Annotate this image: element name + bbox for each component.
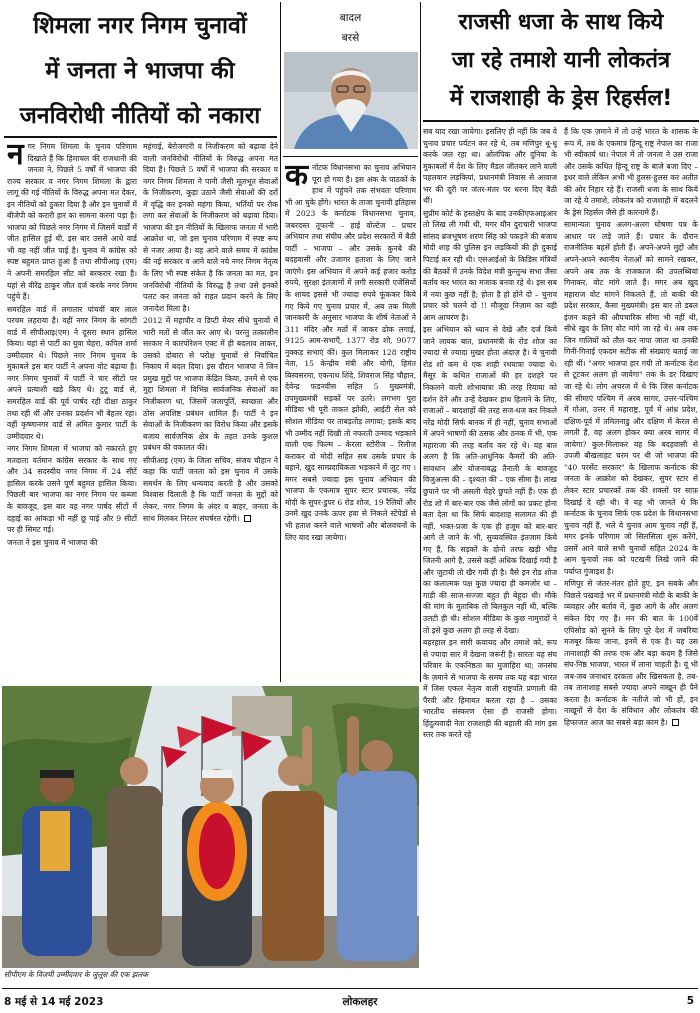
paragraph: मणिपुर से जंतर-मंतर होते हुए, इन सबके और पिछले पखवाड़े भर में प्रधानमंत्री मोदी के बाकी के व्यवहार और बर्ताव में, कुछ आगे के और अलग संकेत दिए गए हैं। मन की बात के 100वें एपिसोड को सुनने के लिए पूरे देश में जबरिया मजबूर किया जाना, इनमें से एक है। यह उस तानाशाही की तरफ एक और बड़ा कदम है जिसे संघ-निष्ठ भाजपा, भारत में लाना चाहती है। यूं भी जब-जब जनाधार दरकता और खिसकता है, तब-तब तानाशाह सबसे ज्यादा अपने नाखून ही पैने करता है। कर्नाटक के नतीजे जो भी हों, इन नाखूनों से देश के संविधान और लोकतंत्र की हिफाजत आज का सबसे बड़ा काम है। [564, 579, 698, 727]
paragraph: जनता ने इस चुनाव में भाजपा की [7, 537, 98, 547]
paragraph: महंगाई, बेरोजगारी व निजीकरण को बढ़ावा देने वाली जनविरोधी नीतियों के विरुद्ध अपना मत दिया है। पिछले 5 वर्षों में भाजपा की सरकार व नगर निगम शिमला ने पानी जैसी मूलभूत सेवाओं के निजीकरण, कूड़ा उठाने जैसी सेवाओं की दरों में वृद्धि कर इनको महंगा किया, भर्तियों पर रोक लगा कर सेवाओं के निजीकरण को बढ़ावा दिया। भाजपा की इन नीतियों के खिलाफ जनता में भारी आक्रोश था, जो इस चुनाव परिणाम में स्पष्ट रूप से नजर आया है। यह आने वाले समय में कांग्रेस की नई सरकार व आने वाले नये नगर निगम नेतृत्व के लिए भी स्पष्ट संकेत है कि जनता का मत, इन जनविरोधी नीतियों के विरुद्ध है तथा उसे इनको पलट कर जनता को राहत प्रदान करने के लिए जनादेश मिला है। [143, 142, 278, 313]
footer-paper-name: लोकलहर [342, 996, 378, 1008]
article1-dropcap: न [7, 141, 24, 172]
paragraph: समरहिल वार्ड में लगातार पांचवीं बार लाल परचम लहराया है। वहीं नगर निगम के सांगटी वार्ड में सीपीआइ(एम) ने दूसरा स्थान हासिल किया। यहां से पार्टी का युवा चेहरा, कपिल शर्मा उम्मीदवार थे। पिछले नगर निगम चुनाव के मुकाबले इस बार पार्टी ने अपना वोट बढ़ाया है। नगर निगम चुनावों में पार्टी ने चार सीटों पर अपने प्रत्याशी खड़े किए थे। टुटू वार्ड से, समरहिल वार्ड की पूर्व पार्षद रही दीक्षा ठाकुर तथा रही थीं और उनका प्रदर्शन भी बेहतर रहा। वहीं कृष्णानगर वार्ड से अमित कुमार पार्टी के उम्मीदवार थे। [7, 304, 137, 441]
paragraph: र्नाटक विधानसभा का चुनाव अभियान पूरा हो गया है। इस अंक के पाठकों के हाथ में पहुंचने तक संभवतः परिणाम भी आ चुके होंगे। भारत के ताजा चुनावी इतिहास में 2023 के कर्नाटक विधानसभा चुनाव, जबरदस्त तूफानी – हाई वोल्टेज – प्रचार अभियान तथा संघीय और प्रदेश सरकारों में बैठी पार्टी – भाजपा – और उसके कुनबे की बदहवासी और उजागर हताशा के लिए जाने जाएंगे। इस अभियान में अपने कई हजार करोड़ रुपये, सुरक्षा इंतजामों में लगी सरकारी एजेंसियों के शायद इससे भी ज्यादा रुपये फूंककर किये गए किये गए चुनाव प्रचार में, अब तक मिली जानकारी के अनुसार भाजपा के शीर्ष नेताओं ने 311 मंदिर और मठों में जाकर ढोक लगाई, 9125 आम-सभाएँ, 1377 रोड शो, 9077 नुक्कड़ सभाएं कीं। कुल मिलाकर 128 राष्ट्रीय नेता, 15 केन्द्रीय मंत्री और योगी, हिमंत बिस्वसरमा, एकनाथ शिंदे, शिवराज सिंह चौहान, देवेन्द्र फडनवीस सहित 5 मुख्यमंत्री, उपमुख्यमंत्री सड़कों पर उतरे। लगभग पूरा मीडिया भी पूरी ताकत झोंकी, आईटी सेल को सोशल मीडिया पर ताबड़तोड़ लगाया; इसके बाद भी उम्मीद नहीं दिखी तो नफरती उन्माद भड़काने वाली एक फिल्म – केरला स्टोरीज – रिलीज कराकर वो मोदी सहित सब उसके प्रचार के बहाने, खुद साम्प्रदायिकता भड़काने में जुट गए । मगर सबसे ज्यादा इस चुनाव अभियान की भाजपा के एकमात्र सुपर स्टार प्रचारक, नरेंद्र मोदी के सुपर-डुपर 6 रोड शोज, 19 रैलियों और उनमें खुद उनके ऊपर हवा से निकले स्टेंपेडों से भी हताश करने वाले भाषणों और बोलवचनों के लिए याद रखा जायेगा। [285, 163, 416, 542]
end-mark [244, 515, 251, 522]
article3-headline-line: जा रहे तमाशे यानी लोकतंत्र [451, 48, 671, 73]
paragraph: इस अभियान को ध्यान से देखे और दर्ज किये जाने लायक बात, प्रधानमंत्री के रोड शोज का ज्यादा से ज्यादा मुखर होता अंदाज़ है। ये चुनावी रोड शो कम थे एक शाही रथयात्रा ज्यादा थे। मैसूर के कथित राजाओं की हर दशहरे पर निकलने वाली शोभायात्रा की तरह रियाया को दर्शन देने और उन्हें देखकर हाथ हिलाने के लिए, राजाओं – बादशाहों की तरह सज-धज कर निकले नरेंद्र मोदी सिर्फ बानक में ही नहीं, चुनाव सभाओं में अपने भाषणों की ठसक और ठनक में भी, एक महाराजा की तरह बर्ताव कर रहे थे। यह बात अलग है कि अति-आधुनिक कैमरों की अति-सावधान और योजनाबद्ध तैनाती के बावजूद विजुअल्स की – दृश्यता की – एक सीमा है। लाख छुपाने पर भी असली चेहरे छुपते नहीं हैं। एक ही रोड शो में बार-बार एक जैसे लोगों का प्रकट होना बता देता था कि सिर्फ बादशाह सलामत की ही नहीं, भक्त-प्रजा के एक ही हजूम को बार-बार आगे ले जाने के भी, सुव्यवस्थित इंतजाम किये गए हैं, कि सड़कों के दोनों तरफ खड़ी भीड़ जितनी आगे है, उससे कहीं अधिक दिखाई गयी है और जुटायी तो खैर गयी ही है। वैसे इन रोड शोज का कलात्मक पक्ष कुछ ज्यादा ही कमजोर था – गाड़ी की साज-सज्जा बहुत ही बेहूदा थी। मौके की मांग के मुताबिक तो बिलकुल नहीं थी, बल्कि उलटी ही थी। सोशल मीडिया के कुछ नामुरादों ने तो इसे कुछ अलग ही तरह से देखा। [423, 325, 557, 635]
article2-dropcap: क [285, 162, 309, 193]
column-divider [420, 2, 421, 682]
article2-column [285, 162, 416, 682]
footer-date: 8 मई से 14 मई 2023 [4, 996, 104, 1008]
author-byline [283, 8, 418, 48]
article3-column-2 [564, 126, 698, 986]
photo-caption: सीपीएम के विजयी उम्मीदवार के जुलूस की एक झलक [4, 970, 149, 979]
end-mark [672, 719, 679, 726]
paragraph: गर निगम शिमला के चुनाव परिणाम दिखाते हैं कि हिमाचल की राजधानी की जनता ने, पिछले 5 वर्षों में भाजपा की राज्य सरकार व नगर निगम शिमला के द्वारा लागू की गई नीतियों के विरुद्ध अपना मत देकर, इन नीतियों को ठुकरा दिया है और इन चुनावों में बीजेपी को करारी हार का सामना करना पड़ा है। भाजपा को पिछले नगर निगम में जिसमें वार्डों में जीत हासिल हुई थी, इस बार उससे आधे वार्ड भी वह नहीं जीत पाई है। चुनाव में कांग्रेस को स्पष्ट बहुमत प्राप्त हुआ है तथा सीपीआइ (एम) ने अपनी समरहिल सीट को बरकरार रखा है। यहां से वीरेंद्र ठाकुर जीत दर्ज करके नगर निगम पहुंचे हैं। [7, 142, 137, 302]
paragraph: 2012 में महापौर व डिप्टी मेयर सीधे चुनावों में भारी मतों से जीत कर आए थे। परन्तु तत्कालीन सरकार ने कारपोरेशन एक्ट में ही बदलाव लाकर, उसको दोबारा से परोक्ष चुनावों से निर्वाचित निकाय में बदल दिया। इस दौरान भाजपा ने जिन प्रमुख मुद्दों पर भाजपा केंद्रित किया, उनमें से एक मुद्दा शिमला में विभिन्न सार्वजनिक सेवाओं का निजीकरण था, जिसमें जलापूर्ति, स्वच्छता और ठोस अपशिष्ट प्रबंधन शामिल हैं। पार्टी ने इन सेवाओं के निजीकरण का विरोध किया और इसके बजाय सार्वजनिक क्षेत्र के तहत उनके कुशल प्रबंधन की वकालत की। [143, 316, 278, 453]
paragraph: सामान्यतः चुनाव अलग-अलग घोषणा पत्र के आधार पर लड़े जाते हैं। प्रचार के दौरान राजनीतिक बहसें होती हैं। अपने-अपने मुद्दों और अपने-अपने स्थानीय नेताओं को सामने रखकर, अपने अब तक के राजकाज की उपलब्धियां गिनाकर, वोट मांगे जाते हैं। मगर अब खुद महाराज वोट मांगने निकलते हैं, तो बाकी की प्रदेश सरकार, कैसा मुख्यमंत्री। इस बार तो डबल इंजन कहने की औपचारिक सीमा भी नहीं थी, सीधे खुद के लिए वोट मांगे जा रहे थे। अब तक जिन गालियों को तौल कर नापा जाता था उनकी गिनी-गिनाई एकदम सटीक सी संख्याएं बताई जा रही थीं। "अगर भाजपा हार गयी तो कर्नाटक देश से टूटकर अलग हो जायेगा" तक के डर दिखाए जा रहे थे। लोग अचरज में थे कि जिस कर्नाटक की सीमाएं पश्चिम में अरब सागर, उत्तर-पश्चिम में गोआ, उत्तर में महाराष्ट्र, पूर्व में आंध्र प्रदेश, दक्षिण-पूर्व में तमिलनाडु और दक्षिण में केरल से लगती हैं, वह अलग होकर क्या अरब सागर में जायेगा? कुल-मिलाकर यह कि बदहवासी से उपजी बौखलाहट चरम पर थी जो भाजपा की "40 परसेंट सरकार" के खिलाफ कर्नाटक की जनता के आक्रोश को देखकर, सुपर स्टार से लेकर स्टार प्रचारकों तक की शक्लों पर साफ़ दिखाई दे रही थी। वे यह भी जानते थे कि कर्नाटक के चुनाव सिर्फ एक प्रदेश के विधानसभा चुनाव नहीं हैं, भले ये चुनाव आम चुनाव नहीं हैं, मगर इनके परिणाम जो सिलसिला शुरू करेंगे, उसमें आने वाले सभी चुनावों सहित 2024 के आम चुनावों तक को पटखनी लिखे जाने की पर्याप्त गुंजाइश है। [564, 220, 698, 576]
article1-headline-line: में जनता ने भाजपा की [45, 58, 235, 84]
author-photo [284, 52, 418, 149]
article1-column-2 [143, 141, 278, 681]
paragraph: बहरहाल इन सारी कवायद और तमाशे को, रूप से ज्यादा सार में देखना जरूरी है। सारतः यह संघ परिवार के एकनिष्ठता का मुजाहिरा था; जनसंघ के ज़माने से भाजपा के समय तक यह बड़ा भारत में जिस एकल नेतृत्व वाली राष्ट्रपति प्रणाली की पैरवी और हिमायत करता रहा है – उसका भारतीय संस्करण ऐसा ही राजसी होगा। हिंदुत्ववादी नेता राजशाही की बहाली की मांग इस स्तर तक करते रहे [423, 638, 557, 740]
footer-page-number: 5 [686, 995, 694, 1007]
paragraph: नगर निगम शिमला में भाजपा को नकारते हुए मतदाता वर्तमान कांग्रेस सरकार के साथ गए और 34 सदस्यीय नगर निगम में 24 सीटें हासिल करके उसने पूर्ण बहुमत हासिल किया। पिछली बार भाजपा का नगर निगम पर कब्जा के बावजूद, इस बार वह नगर पार्षद सीटों में दहाई का आंकड़ा भी नहीं छू पाई और 9 सीटों पर ही सिमट गई। [7, 444, 137, 535]
article1-column-1 [7, 141, 137, 681]
article1-headline [4, 4, 276, 139]
article3-column-1 [423, 126, 557, 986]
author-portrait-image [284, 52, 418, 149]
article3-headline-line: में राजशाही के ड्रेस रिहर्सल! [449, 86, 673, 111]
footer-rule [2, 988, 698, 989]
procession-photo [2, 686, 419, 968]
article3-headline [424, 4, 698, 118]
paragraph: सीपीआइ (एम) के जिला सचिव, संजय चौहान ने कहा कि पार्टी जनता को इस चुनाव में उसके समर्थन के लिए धन्यवाद करती है और उसको विश्वास दिलाती है कि पार्टी जनता के मुद्दों को लेकर, नगर निगम के अंदर व बाहर, जनता के साथ मिलकर निरंतर संघर्षरत रहेगी। [143, 455, 278, 523]
person-center-left [107, 757, 162, 956]
paragraph: सुप्रीम कोर्ट के हस्तक्षेप के बाद उनकीएफआइआर तो लिख ली गयी थी, मगर यौन दुराचारी भाजपा सांसद ब्रजभूषण शरण सिंह को पकड़ने की बजाय मोदी शाह की पुलिस इन लड़कियों की ही दुकाई पिटाई कर रही थी। एसआईओ के किडिस मंत्रियों की बैठकों में उनके विदेश मंत्री कुन्तुन्ध सभा जैसा बर्ताव कर भारत का मजाक बनवा रहे थे। इस सब में नया कुछ नहीं है; होता है हो होने दो – चुनाव प्रचार को चलने दो !! मौजूदा निज़ाम का यही आम आचरण है। [423, 208, 557, 322]
column-divider [280, 2, 281, 682]
article3-headline-rule [423, 120, 699, 122]
article3-headline-line: राजसी धजा के साथ किये [458, 10, 664, 35]
author-name: बादल [339, 12, 362, 24]
article2-divider [283, 156, 418, 157]
article1-headline-rule [4, 136, 277, 138]
author-surname: बरसे [341, 32, 360, 44]
procession-image [2, 686, 419, 968]
paragraph: सब याद रखा जायेगा। इसलिए ही नहीं कि जब वे चुनाव प्रचार पर्यटन कर रहे थे, तब मणिपुर धू-धू करके जल रहा था। ओलंपिक और दुनिया के मुकाबलों में देश के लिए मैडल जीतकर लाने वाली पहलवान लड़कियां, प्रधानमंत्री निवास से आवाज भर की दूरी पर जंतर-मंतर पर धरना दिए बैठी थीं। [423, 127, 557, 206]
paragraph: हैं कि एक ज़माने में तो उन्हें भारत के शासक के रूप में, तब के एकमात्र हिन्दू राष्ट्र नेपाल का राजा भी स्वीकार्य था। नेपाल में तो जनता ने उस राजा और उसके कथित हिन्दू राष्ट्र के बाजे बजा दिए – इधर वाले लेकिन अभी भी हुलस-हुलस कर अतीत की ओर निहार रहे हैं। राजसी धजा के साथ किये जा रहे ये तमाशे, लोकतंत्र को राजशाही में बदलने के ड्रेस रिहर्सल जैसे ही कारनामे हैं। [564, 127, 698, 217]
article1-headline-line: जनविरोधी नीतियों को नकारा [19, 103, 261, 129]
article1-headline-line: शिमला नगर निगम चुनावों [33, 13, 247, 39]
